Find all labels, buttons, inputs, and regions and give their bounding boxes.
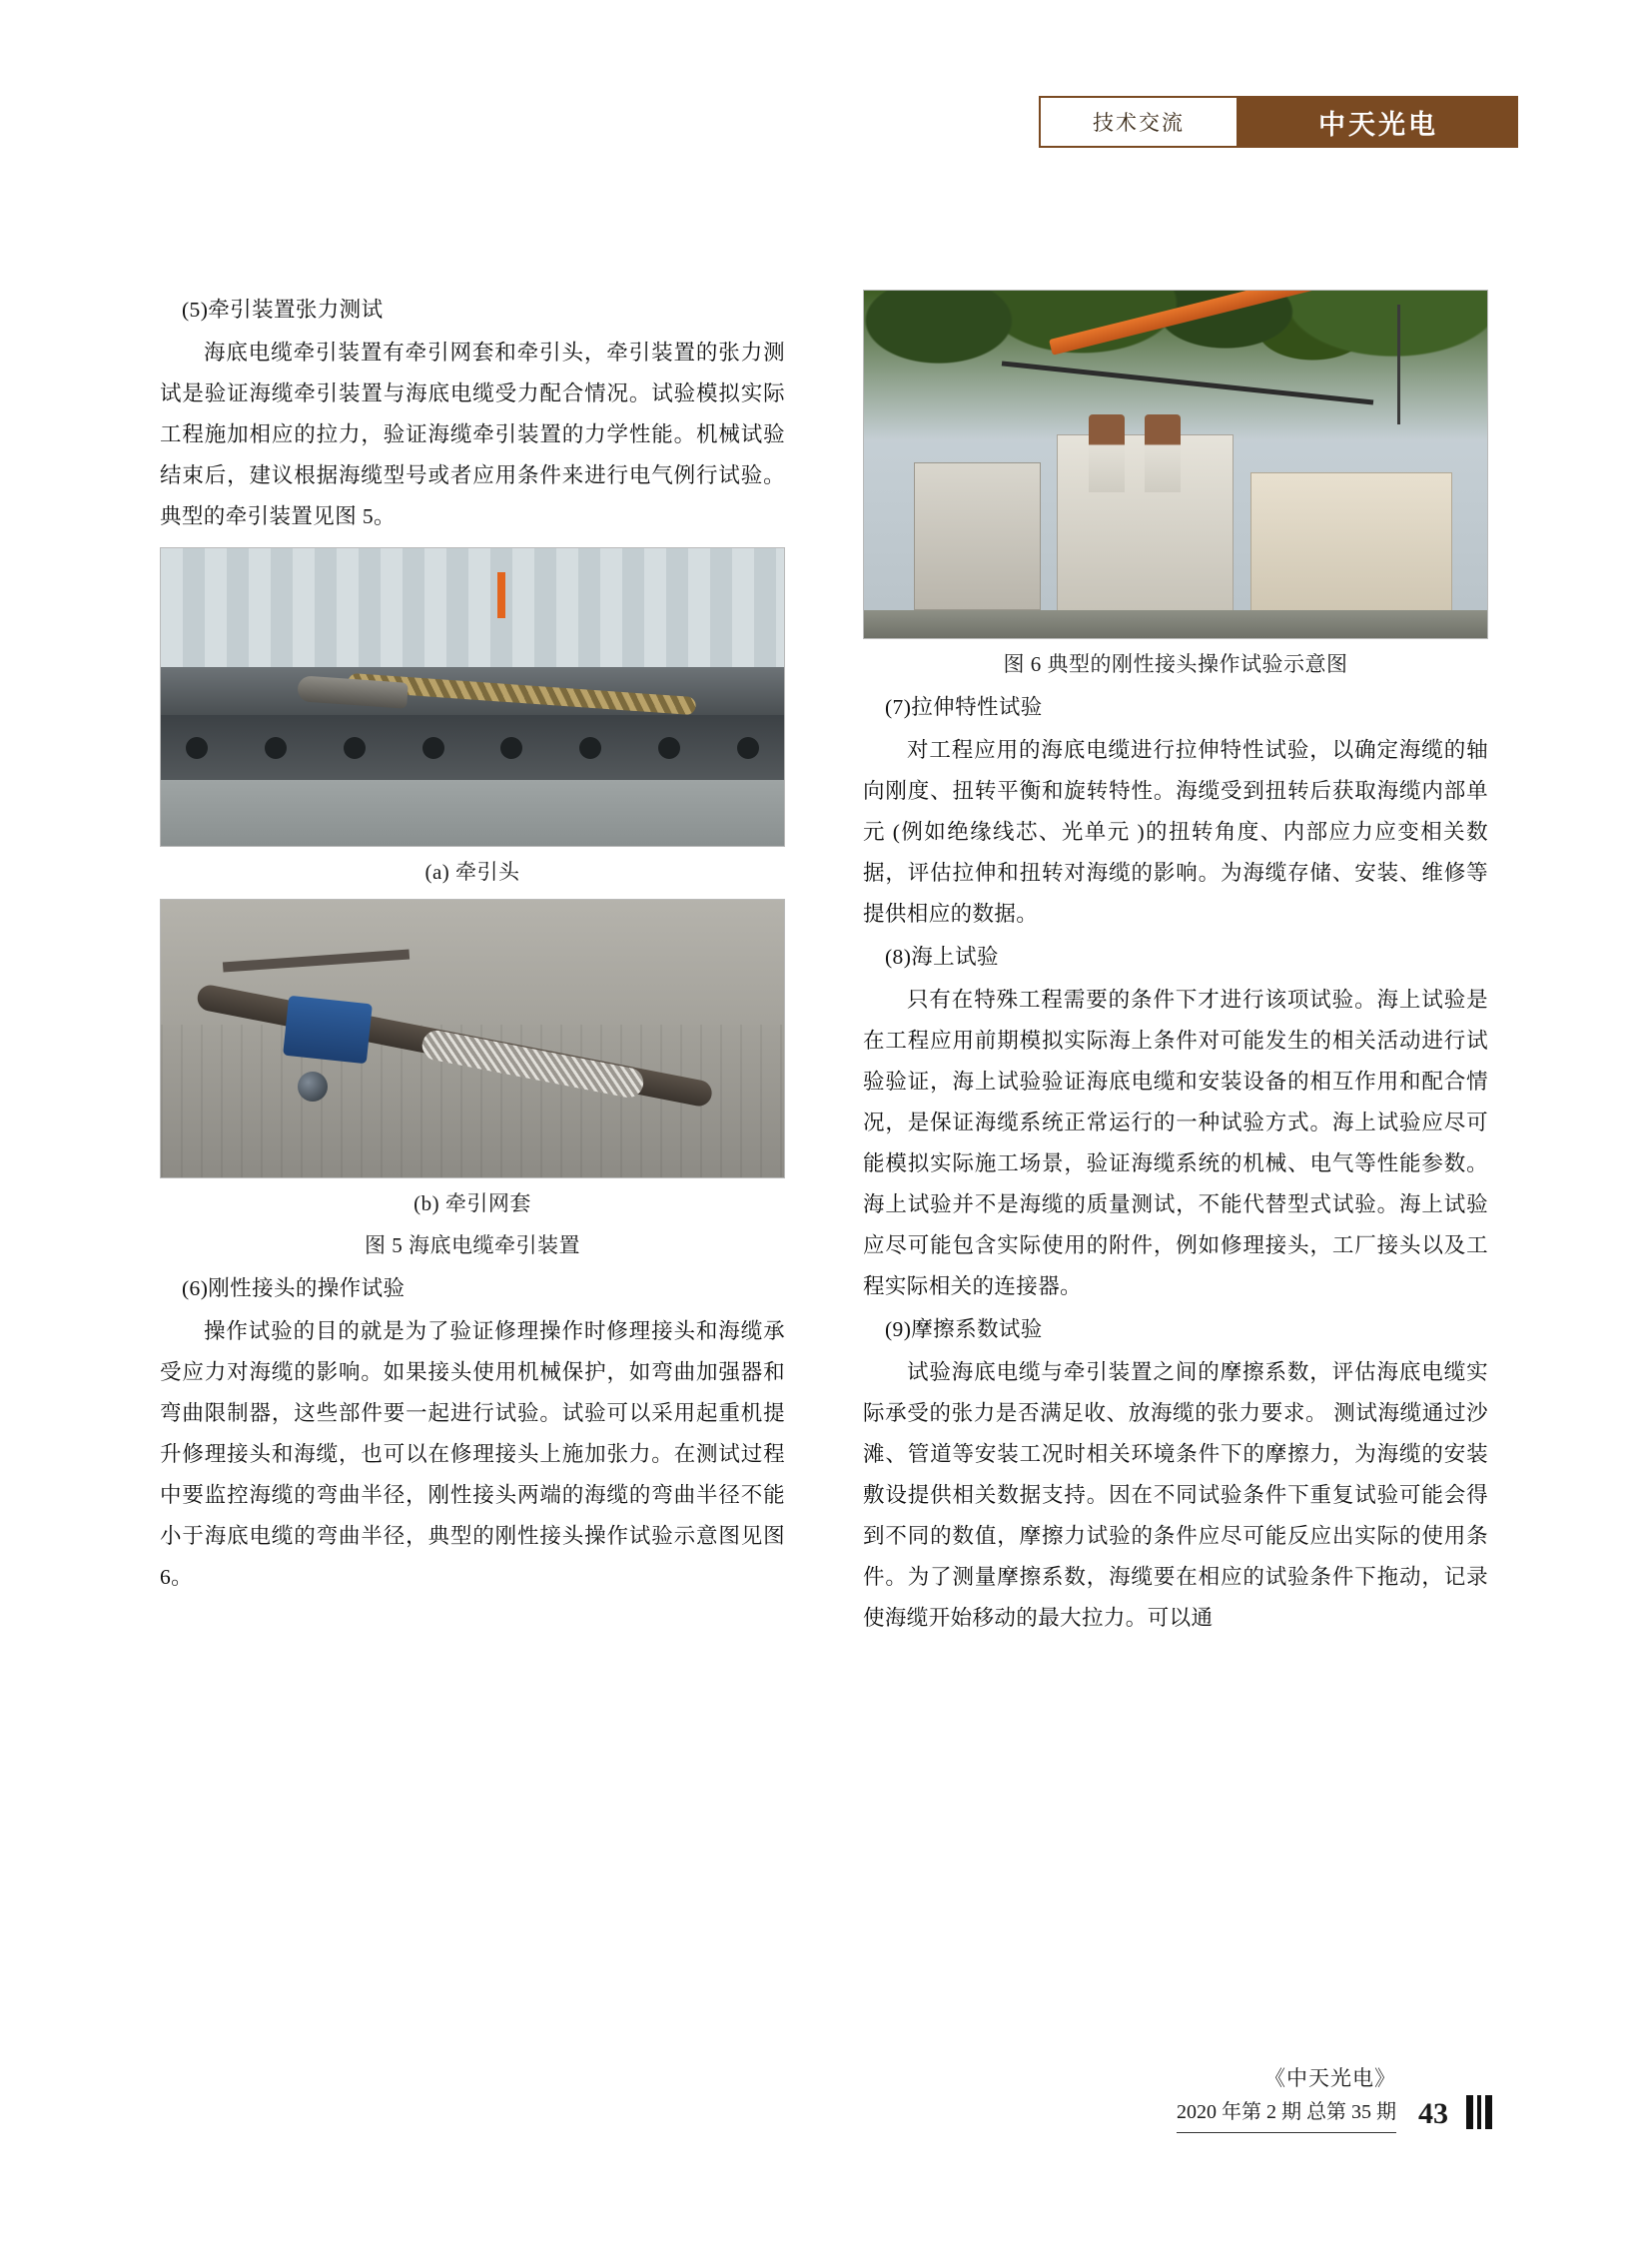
photo-hook-line [1397, 305, 1400, 424]
left-column [160, 290, 785, 1641]
photo-blue-clamp [283, 996, 373, 1064]
figure-5a-caption: (a) 牵引头 [424, 860, 520, 884]
photo-ground [864, 610, 1487, 638]
figure-5b-caption: (b) 牵引网套 [413, 1191, 531, 1215]
footer-text-block [1177, 2061, 1396, 2133]
figure-6-caption: 图 6 典型的刚性接头操作试验示意图 [1003, 652, 1348, 676]
right-column [863, 290, 1488, 1641]
figure-5a [160, 547, 785, 889]
page-number: 43 [1418, 2097, 1448, 2130]
paragraph-8: 只有在特殊工程需要的条件下才进行该项试验。海上试验是在工程应用前期模拟实际海上条件对可能发生的相关活动进行试验验证，海上试验验证海底电缆和安装设备的相互作用和配合情况，是保证海缆系统正常运行的一种试验方式。海上试验应尽可能模拟实际施工场景，验证海缆系统的机械、电气等性能参数。海上试验并不是海缆的质量测试，不能代替型式试验。海上试验应尽可能包含实际使用的附件，例如修理接头，工厂接头以及工程实际相关的连接器。 [863, 988, 1488, 1298]
footer-bar-decoration [1466, 2095, 1492, 2133]
figure-6 [863, 290, 1488, 681]
header-category-tag [1039, 96, 1239, 148]
section-heading-8: (8)海上试验 [885, 945, 999, 969]
photo-building-right [1250, 472, 1452, 613]
page-header [1039, 96, 1518, 148]
photo-tower-right [1145, 414, 1181, 492]
header-brand-label: 中天光电 [1318, 109, 1438, 140]
paragraph-7: 对工程应用的海底电缆进行拉伸特性试验，以确定海缆的轴向刚度、扭转平衡和旋转特性。海缆受到扭转后获取海缆内部单元 (例如绝缘线芯、光单元 )的扭转角度、内部应力应变相关数据，评估拉伸和扭转对海缆的影响。为海缆存储、安装、维修等提供相应的数据。 [863, 738, 1488, 926]
photo-support-bar [223, 949, 410, 972]
photo-floor [161, 780, 784, 846]
photo-building-left [914, 462, 1041, 610]
article-body [160, 290, 1488, 1641]
paragraph-6: 操作试验的目的就是为了验证修理操作时修理接头和海缆承受应力对海缆的影响。如果接头使用机械保护，如弯曲加强器和弯曲限制器，这些部件要一起进行试验。试验可以采用起重机提升修理接头和海缆，也可以在修理接头上施加张力。在测试过程中要监控海缆的弯曲半径，刚性接头两端的海缆的弯曲半径不能小于海底电缆的弯曲半径，典型的刚性接头操作试验示意图见图 6。 [160, 1319, 785, 1589]
photo-orange-marker [497, 572, 505, 618]
figure-5b [160, 899, 785, 1262]
photo-crane-lifting-joint [863, 290, 1488, 639]
section-heading-7: (7)拉伸特性试验 [885, 695, 1043, 719]
photo-beam-holes [186, 727, 759, 769]
photo-tower-left [1089, 414, 1125, 492]
header-category-label: 技术交流 [1093, 111, 1185, 135]
section-heading-6: (6)刚性接头的操作试验 [182, 1276, 406, 1300]
footer-issue-info: 2020 年第 2 期 总第 35 期 [1177, 2095, 1396, 2133]
paragraph-5: 海底电缆牵引装置有牵引网套和牵引头，牵引装置的张力测试是验证海缆牵引装置与海底电缆受力配合情况。试验模拟实际工程施加相应的拉力，验证海缆牵引装置的力学性能。机械试验结束后，建议根据海缆型号或者应用条件来进行电气例行试验。典型的牵引装置见图 5。 [160, 341, 785, 528]
section-heading-9: (9)摩擦系数试验 [885, 1317, 1043, 1341]
figure-5-caption: 图 5 海底电缆牵引装置 [365, 1233, 580, 1257]
page-footer [1177, 2061, 1492, 2133]
photo-pulling-head [160, 547, 785, 847]
section-heading-5: (5)牵引装置张力测试 [182, 298, 384, 322]
footer-journal-name: 《中天光电》 [1264, 2066, 1396, 2090]
paragraph-9: 试验海底电缆与牵引装置之间的摩擦系数，评估海底电缆实际承受的张力是否满足收、放海缆的张力要求。 测试海缆通过沙滩、管道等安装工况时相关环境条件下的摩擦力，为海缆的安装敷设提供相关数据支持。因在不同试验条件下重复试验可能会得到不同的数值，摩擦力试验的条件应尽可能反应出实际的使用条件。为了测量摩擦系数，海缆要在相应的试验条件下拖动，记录使海缆开始移动的最大拉力。可以通 [863, 1360, 1488, 1630]
photo-pulling-net-sleeve [160, 899, 785, 1178]
header-brand-banner [1239, 96, 1518, 148]
photo-background-panel [161, 548, 784, 667]
